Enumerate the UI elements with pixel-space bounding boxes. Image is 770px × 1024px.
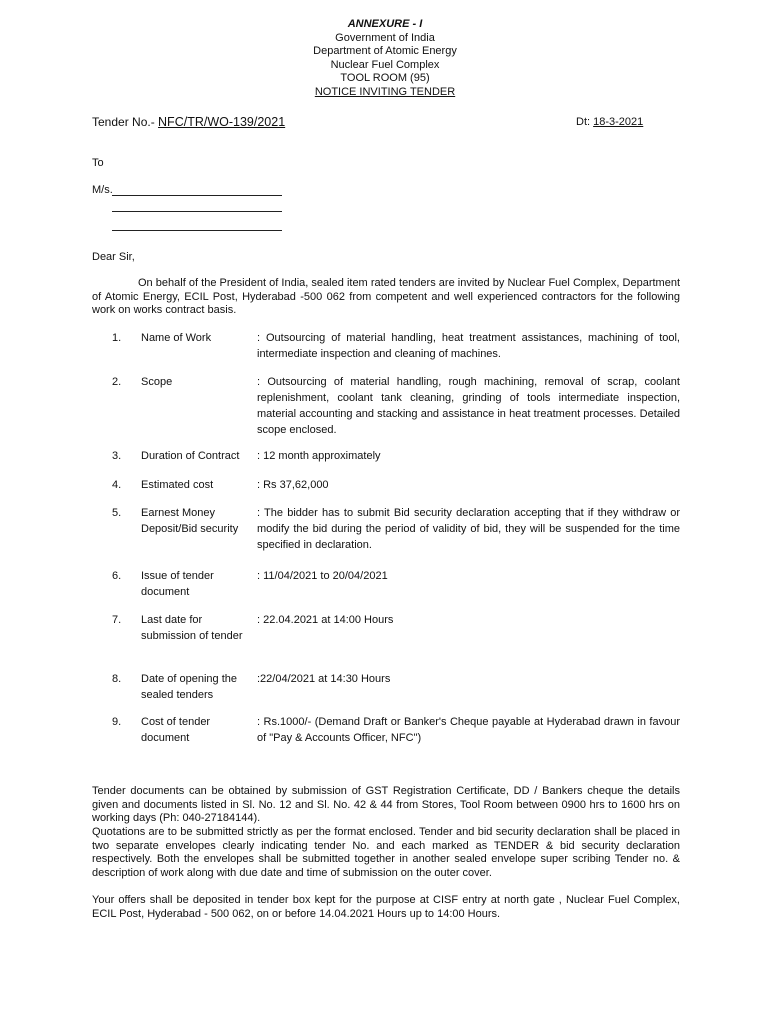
item-label: Name of Work [141, 332, 212, 344]
item-value: : The bidder has to submit Bid security declaration accepting that if they withdraw or modify the bid during the period of validity of bid, they will be suspended for the time specified in declaration. [257, 507, 680, 551]
item-number: 2. [112, 376, 122, 388]
header-line-department: Department of Atomic Energy [313, 45, 457, 57]
item-value: : 11/04/2021 to 20/04/2021 [257, 570, 388, 582]
ms-label: M/s. [92, 184, 113, 196]
item-value: : Outsourcing of material handling, rough machining, removal of scrap, coolant replenishment, coolant tank cleaning, grinding of tools intermediate inspection, material accounting and stacking and assistance in heat treatment processes. Detailed scope enclosed. [257, 376, 680, 436]
tender-number-value: NFC/TR/WO-139/2021 [158, 115, 286, 129]
tender-date-value: 18-3-2021 [593, 116, 644, 128]
item-number: 1. [112, 332, 122, 344]
item-value: :22/04/2021 at 14:30 Hours [257, 673, 391, 685]
header-line-government: Government of India [335, 31, 435, 44]
tender-date-label: Dt: [576, 116, 594, 128]
item-number: 5. [112, 507, 122, 519]
intro-paragraph: On behalf of the President of India, sealed item rated tenders are invited by Nuclear Fuel Complex, Department of Atomic Energy, ECIL Post, Hyderabad -500 062 from competent and well experienced contractors for the following work on works contract basis. [92, 277, 680, 316]
item-number: 4. [112, 479, 122, 491]
quotation-paragraph: Quotations are to be submitted strictly as per the format enclosed. Tender and bid security declaration shall be placed in two separate envelopes clearly indicating tender No. and each marked as TENDER & bid security declaration respectively. Both the envelopes shall be submitted together in another sealed envelope super scribing Tender no. & description of work along with due date and time of submission on the outer cover. [92, 826, 680, 879]
item-label: Earnest Money Deposit/Bid security [141, 507, 239, 535]
tender-number-label: Tender No.- [92, 115, 159, 129]
item-value: : Rs.1000/- (Demand Draft or Banker's Cheque payable at Hyderabad drawn in favour of "Pay & Accounts Officer, NFC") [257, 716, 680, 744]
item-number: 8. [112, 673, 122, 685]
item-value: : 22.04.2021 at 14:00 Hours [257, 614, 394, 626]
notice-title: NOTICE INVITING TENDER [314, 85, 456, 98]
address-blank-line [112, 211, 282, 212]
salutation: Dear Sir, [92, 251, 135, 263]
item-number: 9. [112, 716, 122, 728]
item-value: : Rs 37,62,000 [257, 479, 329, 491]
tender-date [576, 116, 643, 128]
letterhead [0, 18, 770, 99]
annexure-title: ANNEXURE - I [347, 18, 423, 30]
item-number: 7. [112, 614, 122, 626]
item-label: Issue of tender document [141, 570, 214, 598]
address-blank-line [112, 195, 282, 196]
item-number: 6. [112, 570, 122, 582]
item-label: Estimated cost [141, 479, 214, 491]
to-label: To [92, 157, 104, 169]
tender-documents-paragraph: Tender documents can be obtained by submission of GST Registration Certificate, DD / Bankers cheque the details given and documents listed in Sl. No. 12 and Sl. No. 42 & 44 from Stores, Tool Room between 0900 hrs to 1600 hrs on working days (Ph: 040-27184144). [92, 785, 680, 824]
item-label: Date of opening the sealed tenders [141, 673, 238, 701]
item-value: : Outsourcing of material handling, heat treatment assistances, machining of tool, intermediate inspection and cleaning of machines. [257, 332, 680, 360]
address-blank-line [112, 230, 282, 231]
item-label: Scope [141, 376, 173, 388]
item-value: : 12 month approximately [257, 450, 381, 462]
header-line-complex: Nuclear Fuel Complex [330, 58, 440, 71]
item-label: Duration of Contract [141, 450, 240, 462]
item-label: Last date for submission of tender [141, 614, 243, 642]
tender-number [92, 115, 285, 129]
item-label: Cost of tender document [141, 716, 211, 744]
submission-paragraph: Your offers shall be deposited in tender box kept for the purpose at CISF entry at north gate , Nuclear Fuel Complex, ECIL Post, Hyderabad - 500 062, on or before 14.04.2021 Hours up to 14:00 Hours. [92, 894, 680, 920]
item-number: 3. [112, 450, 122, 462]
header-line-toolroom: TOOL ROOM (95) [340, 72, 430, 84]
